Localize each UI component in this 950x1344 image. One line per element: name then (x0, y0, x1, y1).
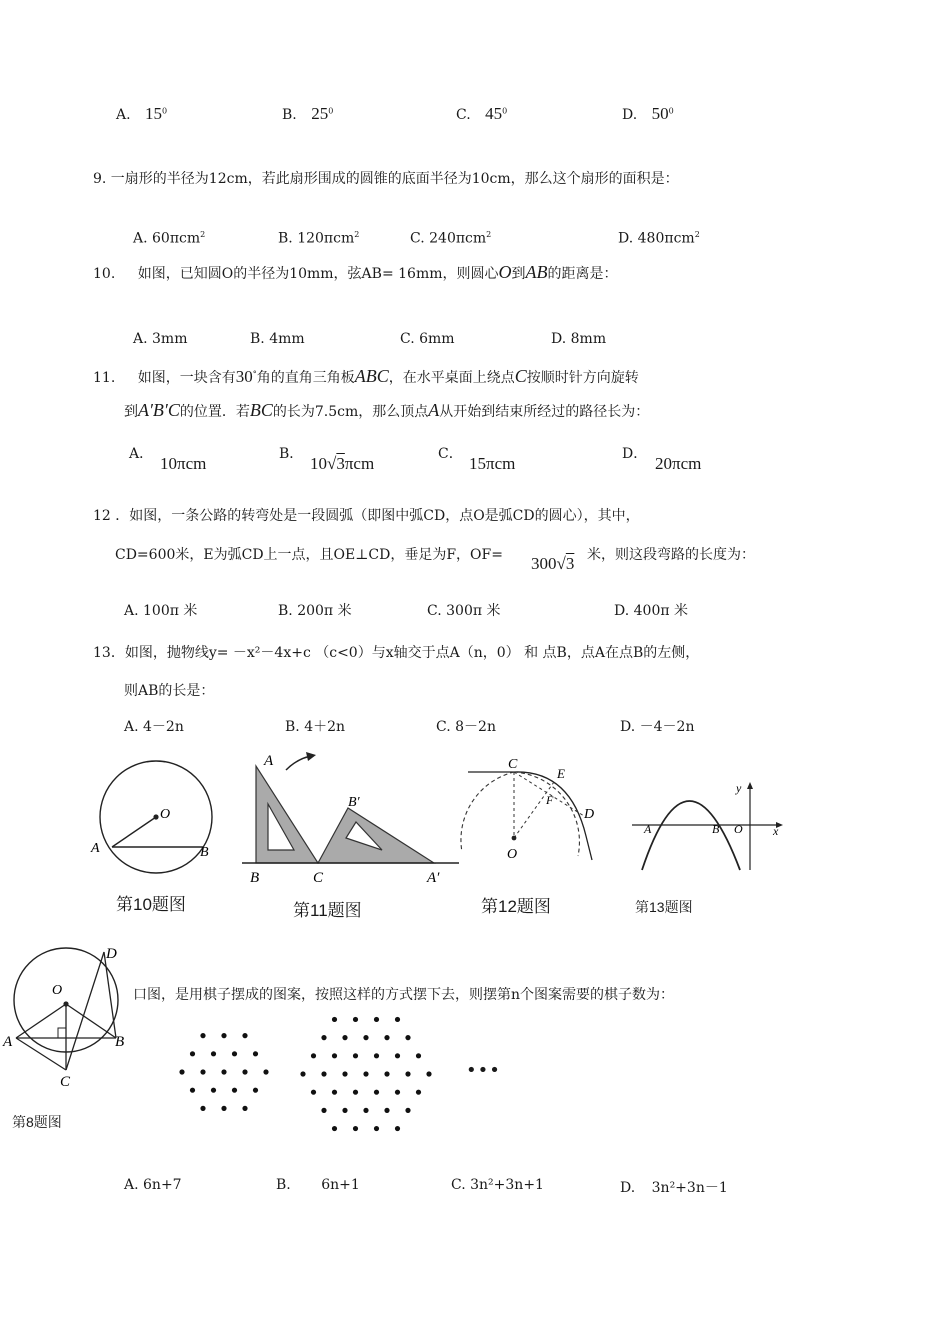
q12-of-value (531, 554, 574, 574)
option-value: 6n+7 (143, 1177, 182, 1193)
chess-piece-dot (321, 1035, 326, 1040)
q8-option-d[interactable] (622, 104, 674, 124)
option-letter: D. (620, 1180, 636, 1196)
chess-piece-dot (395, 1053, 400, 1058)
label-o: O (507, 847, 518, 862)
chess-piece-dot (211, 1051, 216, 1056)
chess-piece-dot (200, 1106, 205, 1111)
label-o: O (160, 807, 171, 822)
option-letter: A. (124, 1177, 139, 1193)
chess-piece-dot (374, 1053, 379, 1058)
option-letter: C. (436, 719, 451, 735)
option-letter: D. (551, 331, 567, 347)
value-root: 3 (565, 554, 575, 573)
chess-piece-dot (321, 1071, 326, 1076)
chess-piece-dot (416, 1053, 421, 1058)
option-value: 60πcm (152, 230, 201, 247)
q12-option-b[interactable] (278, 600, 352, 620)
option-value: 6n+1 (321, 1177, 360, 1193)
symbol-abc-prime: A′B′C (138, 400, 180, 420)
option-letter: A． (129, 446, 154, 462)
label-d: D (106, 946, 117, 962)
q9-option-d[interactable] (618, 230, 700, 247)
chess-piece-dot (353, 1090, 358, 1095)
chess-piece-dot (374, 1090, 379, 1095)
chess-piece-dot (221, 1106, 226, 1111)
option-sup: 2 (354, 230, 360, 239)
question-number: 10. (93, 266, 116, 282)
option-letter: D. (620, 719, 636, 735)
label-y: y (736, 781, 742, 795)
option-value: 400π 米 (633, 603, 689, 619)
question-number: 11. (93, 370, 116, 386)
figure-10-circle (90, 760, 220, 880)
chess-piece-dot (426, 1071, 431, 1076)
option-letter: D. (614, 603, 630, 619)
option-value: 4＋2n (304, 719, 346, 735)
chess-piece-dot (232, 1051, 237, 1056)
q13-option-d[interactable] (620, 716, 694, 736)
q11-text: ，在水平桌面上绕点 (388, 370, 515, 386)
option-letter: A. (133, 230, 148, 247)
chess-piece-dot (342, 1035, 347, 1040)
label-a: A (91, 841, 100, 856)
figure-8-circle (2, 940, 132, 1090)
q10-text-before: 如图，已知圆O的半径为10mm，弦AB= 16mm，则圆心 (137, 266, 499, 282)
label-x: x (773, 824, 779, 838)
q9-option-c[interactable] (410, 230, 491, 247)
value-pre: 300 (531, 554, 557, 573)
chess-piece-dot (253, 1051, 258, 1056)
option-value: 6mm (419, 331, 455, 347)
sqrt-symbol: √ (327, 454, 337, 473)
caption-fig-8: 第8题图 (12, 1114, 62, 1130)
q12-line-1: 12 ．如图，一条公路的转弯处是一段圆弧（即图中弧CD，点O是弧CD的圆心），其中， (93, 508, 640, 524)
chess-piece-dot (363, 1035, 368, 1040)
option-value: 240πcm (429, 230, 487, 247)
option-letter: A. (124, 719, 139, 735)
q13-option-a[interactable] (124, 716, 184, 736)
q8-option-b[interactable] (282, 104, 333, 124)
label-b: B (712, 822, 720, 836)
label-a: A (644, 822, 652, 836)
symbol-ab: AB (525, 262, 548, 282)
option-letter: C. (427, 603, 442, 619)
option-letter: B. (282, 107, 297, 123)
option-sup: 0 (162, 106, 168, 116)
option-value: 4mm (269, 331, 305, 347)
option-value: 100π 米 (143, 603, 198, 619)
chess-piece-dot (253, 1088, 258, 1093)
chess-piece-dot (416, 1090, 421, 1095)
q14-option-a[interactable] (124, 1177, 182, 1193)
chess-piece-dot (395, 1017, 400, 1022)
caption-fig-13: 第13题图 (635, 899, 693, 915)
symbol-c: C (514, 366, 527, 386)
caption-fig-10: 第10题图 (116, 895, 186, 914)
pattern-ellipsis: ••• (466, 1060, 501, 1081)
chess-piece-dot (190, 1051, 195, 1056)
chess-piece-dot (211, 1088, 216, 1093)
symbol-a: A (428, 400, 440, 420)
option-value: 480πcm (637, 230, 695, 247)
option-letter: C． (438, 446, 463, 462)
chess-piece-dot (342, 1071, 347, 1076)
chess-piece-dot (332, 1126, 337, 1131)
chess-piece-dot (321, 1108, 326, 1113)
q9-option-b[interactable] (278, 230, 359, 247)
option-letter: B. (278, 603, 293, 619)
q8-option-a[interactable] (116, 104, 167, 124)
q11-option-d[interactable] (622, 443, 647, 463)
chess-piece-dot (232, 1088, 237, 1093)
q10-option-a[interactable] (133, 331, 187, 347)
option-letter: B. (285, 719, 300, 735)
q11-option-c-value: 15πcm (469, 454, 516, 473)
chess-piece-dot (405, 1071, 410, 1076)
option-letter: D． (622, 446, 648, 462)
figure-12-arc (460, 752, 610, 877)
q11-line-2 (124, 400, 649, 421)
chess-piece-dot (363, 1108, 368, 1113)
q11-option-b-value (310, 454, 374, 474)
q10-text (93, 262, 618, 283)
option-letter: B． (279, 446, 304, 462)
option-value: 200π 米 (297, 603, 352, 619)
option-sup: 0 (668, 106, 674, 116)
q12-line-2-end: 米，则这段弯路的长度为： (587, 547, 755, 563)
option-value: 8mm (570, 331, 607, 347)
chess-piece-dot (384, 1071, 389, 1076)
q11-text: 角的直角三角板 (256, 370, 355, 386)
label-c: C (60, 1074, 71, 1090)
option-sup: 2 (486, 230, 492, 239)
chess-piece-dot (374, 1017, 379, 1022)
dot-pattern-2 (170, 1025, 280, 1120)
label-a: A (264, 753, 274, 769)
q9-option-a[interactable] (133, 230, 205, 247)
chess-piece-dot (200, 1033, 205, 1038)
chess-piece-dot (405, 1108, 410, 1113)
value-pre: 10 (310, 454, 327, 473)
q11-text: 的位置．若 (179, 404, 250, 420)
q14-option-c[interactable] (451, 1177, 544, 1193)
q13-option-b[interactable] (285, 716, 345, 736)
q12-option-c[interactable] (427, 600, 501, 620)
chess-piece-dot (353, 1053, 358, 1058)
option-letter: B. (276, 1177, 291, 1193)
option-value: 25 (311, 104, 329, 123)
q11-line-1 (93, 366, 639, 387)
chess-piece-dot (332, 1053, 337, 1058)
q12-line-2 (115, 544, 503, 564)
symbol-bc: BC (249, 400, 273, 420)
chess-piece-dot (311, 1053, 316, 1058)
option-value: 120πcm (297, 230, 355, 247)
chess-piece-dot (242, 1033, 247, 1038)
label-d: D (584, 807, 595, 822)
option-letter: A. (116, 107, 131, 123)
option-value: 45 (485, 104, 503, 123)
option-letter: C. (456, 107, 471, 123)
q11-text: 到 (124, 404, 138, 420)
sqrt-symbol: √ (556, 554, 566, 573)
q11-option-a-value: 10πcm (160, 454, 207, 473)
caption-fig-12: 第12题图 (481, 897, 551, 916)
label-b: B (250, 870, 260, 886)
q11-option-c[interactable] (438, 443, 463, 463)
chess-piece-dot (384, 1035, 389, 1040)
option-letter: C. (410, 230, 425, 247)
q10-text-mid: 到 (511, 266, 526, 282)
q11-option-b[interactable] (279, 443, 303, 463)
chess-piece-dot (200, 1069, 205, 1074)
angle-degree: ° (252, 369, 257, 379)
q11-text: 按顺时针方向旋转 (526, 370, 639, 386)
option-letter: A. (124, 603, 139, 619)
chess-piece-dot (242, 1106, 247, 1111)
option-sup: 0 (502, 106, 508, 116)
chess-piece-dot (179, 1069, 184, 1074)
q12-option-a[interactable] (124, 600, 197, 620)
chess-piece-dot (300, 1071, 305, 1076)
chess-piece-dot (332, 1017, 337, 1022)
q9-text: 9. 一扇形的半径为12cm，若此扇形围成的圆锥的底面半径为10cm，那么这个扇形的面积是： (93, 171, 679, 187)
chess-piece-dot (221, 1069, 226, 1074)
option-value: 4－2n (143, 719, 184, 735)
q10-option-c[interactable] (400, 331, 455, 347)
label-e: E (557, 766, 565, 781)
value-post: πcm (344, 454, 375, 473)
q13-line-1: 13．如图，抛物线y= －x²－4x+c （c<0）与x轴交于点A（n，0） 和 点B，点A在点B的左侧， (93, 645, 700, 661)
q11-text: 如图，一块含有 (137, 370, 236, 386)
q13-option-c[interactable] (436, 716, 496, 736)
chess-piece-dot (405, 1035, 410, 1040)
angle-value: 30 (235, 367, 253, 386)
option-letter: B. (278, 230, 293, 247)
chess-piece-dot (311, 1090, 316, 1095)
chess-piece-dot (395, 1126, 400, 1131)
label-c: C (313, 870, 324, 886)
option-letter: C. (400, 331, 415, 347)
caption-fig-11: 第11题图 (293, 901, 362, 920)
chess-piece-dot (263, 1069, 268, 1074)
q12-text: CD=600米，E为弧CD上一点，且OE⊥CD，垂足为F，OF= (115, 547, 503, 563)
label-c: C (508, 757, 518, 772)
label-f: F (546, 793, 554, 807)
option-value: 3n²+3n+1 (470, 1177, 544, 1193)
option-letter: B. (250, 331, 265, 347)
chess-piece-dot (190, 1088, 195, 1093)
q8-option-c[interactable] (456, 104, 507, 124)
chess-piece-dot (242, 1069, 247, 1074)
option-sup: 0 (328, 106, 334, 116)
dot-pattern-3 (292, 1012, 442, 1136)
option-value: 3n²+3n－1 (651, 1180, 728, 1196)
q11-text: 从开始到结束所经过的路径长为： (439, 404, 650, 420)
option-value: 8－2n (455, 719, 496, 735)
option-letter: D. (618, 230, 634, 247)
option-value: 50 (651, 104, 669, 123)
option-value: 3mm (152, 331, 188, 347)
label-a: A (3, 1034, 13, 1050)
chess-piece-dot (221, 1033, 226, 1038)
label-o: O (734, 822, 743, 836)
option-value: －4－2n (639, 719, 695, 735)
option-letter: A. (133, 331, 148, 347)
figure-11-triangles (240, 752, 465, 892)
chess-piece-dot (332, 1090, 337, 1095)
symbol-o: O (498, 262, 512, 282)
label-b-prime: B′ (348, 795, 360, 810)
q13-line-2: 则AB的长是： (124, 683, 215, 699)
label-a-prime: A′ (427, 870, 440, 886)
option-letter: D. (622, 107, 638, 123)
q14-text: 口图，是用棋子摆成的图案，按照这样的方式摆下去，则摆第n个图案需要的棋子数为： (133, 987, 675, 1003)
chess-piece-dot (374, 1126, 379, 1131)
q11-text: 的长为7.5cm，那么顶点 (272, 404, 429, 420)
chess-piece-dot (353, 1017, 358, 1022)
chess-piece-dot (353, 1126, 358, 1131)
label-b: B (200, 845, 209, 860)
chess-piece-dot (384, 1108, 389, 1113)
symbol-abc: ABC (354, 366, 389, 386)
figure-13-parabola (628, 778, 788, 870)
q11-option-a[interactable] (129, 443, 153, 463)
option-value: 15 (145, 104, 163, 123)
option-letter: C. (451, 1177, 466, 1193)
value-root: 3 (336, 454, 345, 473)
q10-text-after: 的距离是： (547, 266, 618, 282)
option-value: 300π 米 (446, 603, 501, 619)
option-sup: 2 (694, 230, 700, 239)
q10-option-b[interactable] (250, 331, 305, 347)
chess-piece-dot (342, 1108, 347, 1113)
q12-option-d[interactable] (614, 600, 688, 620)
chess-piece-dot (363, 1071, 368, 1076)
q10-option-d[interactable] (551, 331, 606, 347)
q14-option-b[interactable] (276, 1177, 360, 1193)
chess-piece-dot (395, 1090, 400, 1095)
q14-option-d[interactable] (620, 1177, 728, 1197)
label-o: O (52, 983, 63, 998)
label-b: B (115, 1034, 125, 1050)
option-sup: 2 (200, 230, 206, 239)
q11-option-d-value: 20πcm (655, 454, 702, 473)
